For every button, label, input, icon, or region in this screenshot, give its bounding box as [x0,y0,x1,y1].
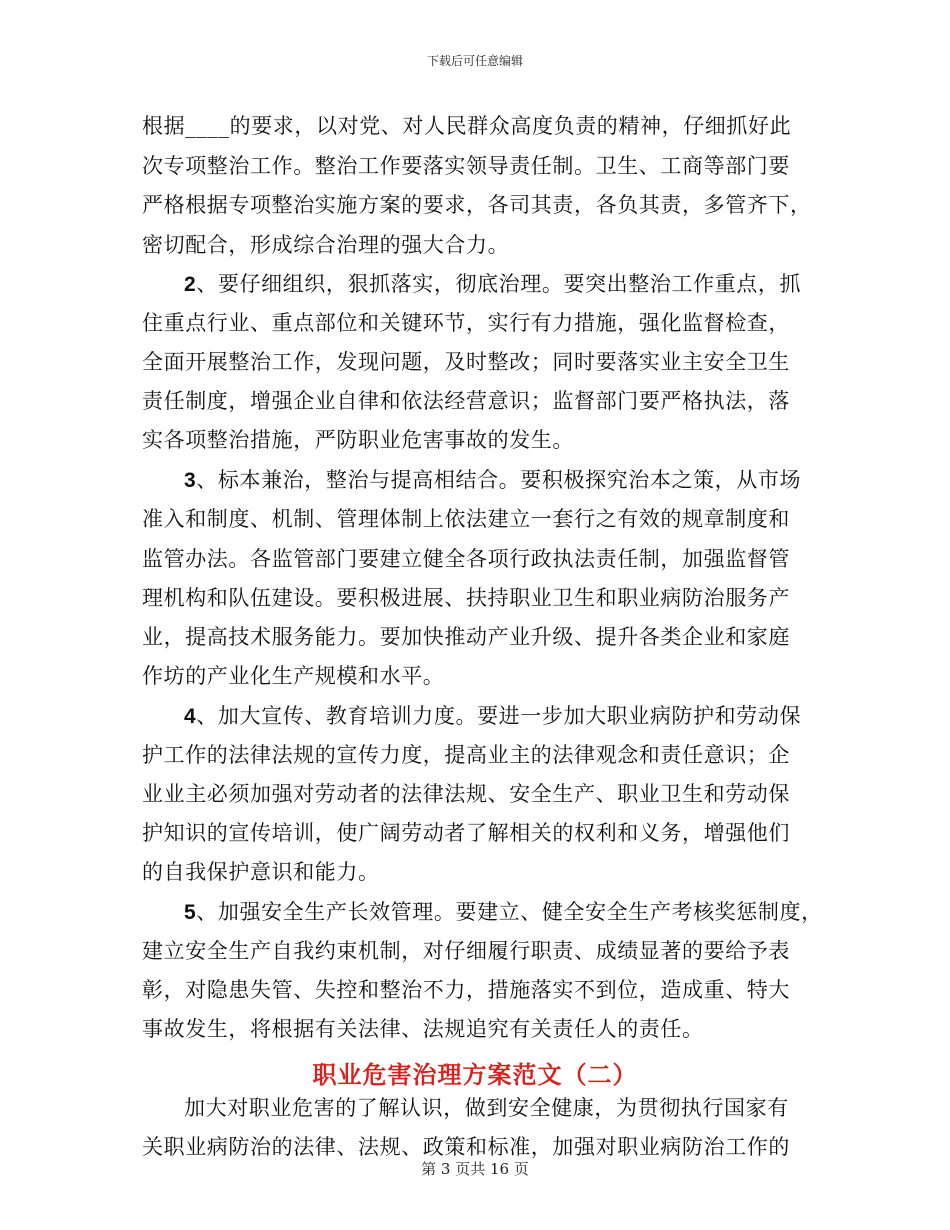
item-number: 3 [184,469,197,492]
numbered-line [184,898,823,927]
page-footer: 第 3 页共 16 页 [421,1160,529,1178]
body-line: 彰，对隐患失管、失控和整治不力，措施落实不到位，造成重、特大 [142,978,790,1002]
item-text: 、要仔细组织，狠抓落实，彻底治理。要突出整治工作重点，抓 [196,272,802,296]
body-line: 理机构和队伍建设。要积极进展、扶持职业卫生和职业病防治服务产 [142,586,790,610]
page-header: 下载后可任意编辑 [426,54,523,68]
body-line: 责任制度，增强企业自律和依法经营意识；监督部门要严格执法，落 [142,389,790,413]
body-line: 业业主必须加强对劳动者的法律法规、安全生产、职业卫生和劳动保 [142,782,790,806]
body-line: 护知识的宣传培训，使广阔劳动者了解相关的权利和义务，增强他们 [142,821,790,845]
body-line: 次专项整治工作。整治工作要落实领导责任制。卫生、工商等部门要 [142,154,790,178]
body-line: 密切配合，形成综合治理的强大合力。 [142,233,510,257]
body-line: 监管办法。各监管部门要建立健全各项行政执法责任制，加强监督管 [142,547,790,571]
body-line: 护工作的法律法规的宣传力度，提高业主的法律观念和责任意识；企 [142,743,790,767]
item-text: 、加大宣传、教育培训力度。要进一步加大职业病防护和劳动保 [196,704,802,728]
body-line: 事故发生，将根据有关法律、法规追究有关责任人的责任。 [142,1017,704,1041]
numbered-line [184,702,801,731]
item-text: 、标本兼治，整治与提高相结合。要积极探究治本之策，从市场 [196,468,802,492]
body-line: 根据____的要求，以对党、对人民群众高度负责的精神，仔细抓好此 [142,114,792,138]
body-line: 的自我保护意识和能力。 [142,860,380,884]
body-line: 作坊的产业化生产规模和水平。 [142,664,445,688]
body-line: 严格根据专项整治实施方案的要求，各司其责，各负其责，多管齐下， [142,193,812,217]
item-number: 2 [184,273,197,296]
body-line: 加大对职业危害的了解认识，做到安全健康，为贯彻执行国家有 [184,1096,789,1120]
item-text: 、加强安全生产长效管理。要建立、健全安全生产考核奖惩制度， [196,900,823,924]
body-line: 全面开展整治工作，发现问题，及时整改；同时要落实业主安全卫生 [142,350,790,374]
body-line: 建立安全生产自我约束机制，对仔细履行职责、成绩显著的要给予表 [142,939,790,963]
body-line: 业，提高技术服务能力。要加快推动产业升级、提升各类企业和家庭 [142,625,790,649]
numbered-line [184,270,801,299]
numbered-line [184,466,801,495]
item-number: 4 [184,705,197,728]
body-line: 关职业病防治的法律、法规、政策和标准，加强对职业病防治工作的 [142,1135,790,1159]
body-line: 实各项整治措施，严防职业危害事故的发生。 [142,428,574,452]
section-title: 职业危害治理方案范文（二） [312,1060,638,1089]
body-line: 准入和制度、机制、管理体制上依法建立一套行之有效的规章制度和 [142,507,790,531]
body-line: 住重点行业、重点部位和关键环节，实行有力措施，强化监督检查， [142,311,790,335]
item-number: 5 [184,901,197,924]
